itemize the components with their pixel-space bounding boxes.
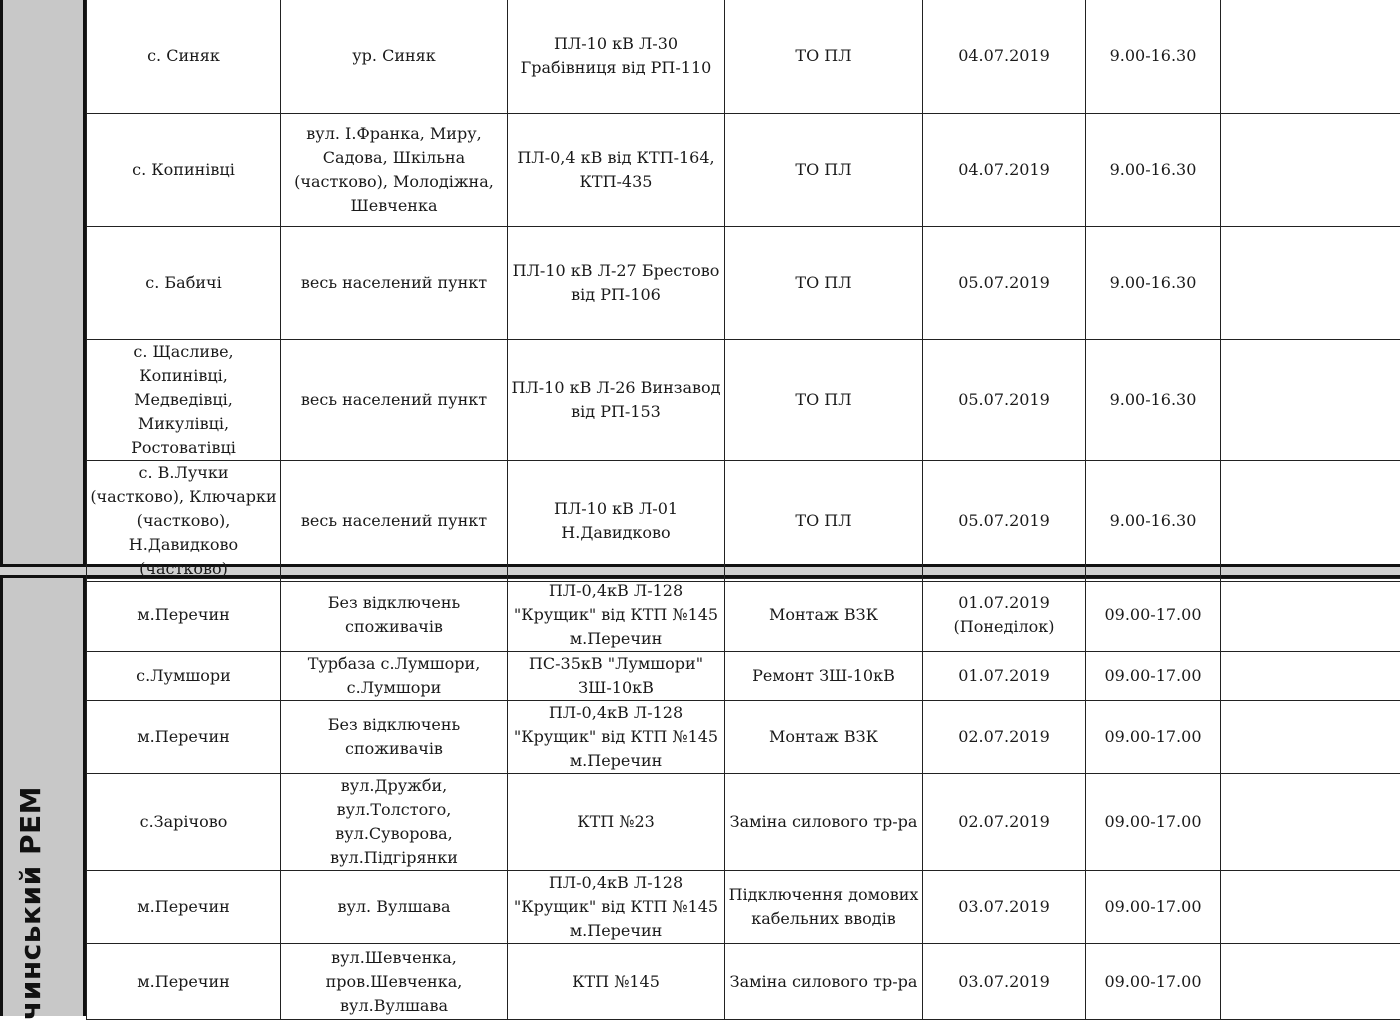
date-cell: 05.07.2019 xyxy=(923,226,1086,339)
table-row xyxy=(87,579,1400,652)
streets-cell: вул.Шевченка, пров.Шевченка, вул.Вулшава xyxy=(281,944,508,1020)
district-column-top xyxy=(0,0,86,564)
table-row xyxy=(87,944,1400,1020)
streets-cell: вул. Вулшава xyxy=(281,871,508,944)
district-label: чинський РЕМ xyxy=(14,786,47,1020)
settlement-cell: с. Синяк xyxy=(87,0,281,113)
date-cell: 05.07.2019 xyxy=(923,460,1086,581)
settlement-cell: с. В.Лучки (частково), Ключарки (частково), Н.Давидково (частково) xyxy=(87,460,281,581)
power-line-cell: ПЛ-10 кВ Л-27 Брестово від РП-106 xyxy=(508,226,725,339)
time-cell: 09.00-17.00 xyxy=(1086,652,1221,701)
time-cell: 9.00-16.30 xyxy=(1086,226,1221,339)
streets-cell: вул.Дружби, вул.Толстого, вул.Суворова, вул.Підгірянки xyxy=(281,774,508,871)
work-type-cell: Монтаж ВЗК xyxy=(725,701,923,774)
table-row xyxy=(87,701,1400,774)
work-type-cell: ТО ПЛ xyxy=(725,113,923,226)
settlement-cell: с. Копинівці xyxy=(87,113,281,226)
time-cell: 09.00-17.00 xyxy=(1086,701,1221,774)
time-cell: 09.00-17.00 xyxy=(1086,579,1221,652)
power-line-cell: ПЛ-10 кВ Л-30 Грабівниця від РП-110 xyxy=(508,0,725,113)
note-cell xyxy=(1221,460,1400,581)
schedule-table-top xyxy=(86,0,1400,582)
work-type-cell: Ремонт ЗШ-10кВ xyxy=(725,652,923,701)
settlement-cell: м.Перечин xyxy=(87,871,281,944)
table-row xyxy=(87,460,1400,581)
date-cell: 03.07.2019 xyxy=(923,944,1086,1020)
work-type-cell: ТО ПЛ xyxy=(725,339,923,460)
note-cell xyxy=(1221,579,1400,652)
power-line-cell: ПС-35кВ "Лумшори" ЗШ-10кВ xyxy=(508,652,725,701)
time-cell: 9.00-16.30 xyxy=(1086,113,1221,226)
table-row xyxy=(87,113,1400,226)
streets-cell: весь населений пункт xyxy=(281,339,508,460)
table-row xyxy=(87,871,1400,944)
settlement-cell: м.Перечин xyxy=(87,944,281,1020)
date-cell: 04.07.2019 xyxy=(923,0,1086,113)
note-cell xyxy=(1221,774,1400,871)
streets-cell: Без відключень споживачів xyxy=(281,579,508,652)
table-row xyxy=(87,339,1400,460)
note-cell xyxy=(1221,652,1400,701)
work-type-cell: ТО ПЛ xyxy=(725,226,923,339)
power-line-cell: ПЛ-0,4кВ Л-128 "Крущик" від КТП №145 м.Перечин xyxy=(508,701,725,774)
date-cell: 02.07.2019 xyxy=(923,701,1086,774)
date-cell: 04.07.2019 xyxy=(923,113,1086,226)
district-column-bottom xyxy=(0,578,86,1016)
time-cell: 9.00-16.30 xyxy=(1086,460,1221,581)
power-line-cell: ПЛ-10 кВ Л-26 Винзавод від РП-153 xyxy=(508,339,725,460)
date-cell: 01.07.2019 (Понеділок) xyxy=(923,579,1086,652)
settlement-cell: с.Зарічово xyxy=(87,774,281,871)
work-type-cell: ТО ПЛ xyxy=(725,0,923,113)
note-cell xyxy=(1221,113,1400,226)
date-cell: 05.07.2019 xyxy=(923,339,1086,460)
power-line-cell: КТП №145 xyxy=(508,944,725,1020)
date-cell: 01.07.2019 xyxy=(923,652,1086,701)
note-cell xyxy=(1221,871,1400,944)
settlement-cell: м.Перечин xyxy=(87,701,281,774)
table-row xyxy=(87,226,1400,339)
settlement-cell: с. Бабичі xyxy=(87,226,281,339)
date-cell: 02.07.2019 xyxy=(923,774,1086,871)
settlement-cell: м.Перечин xyxy=(87,579,281,652)
streets-cell: Турбаза с.Лумшори, с.Лумшори xyxy=(281,652,508,701)
date-cell: 03.07.2019 xyxy=(923,871,1086,944)
work-type-cell: Монтаж ВЗК xyxy=(725,579,923,652)
streets-cell: весь населений пункт xyxy=(281,226,508,339)
settlement-cell: с. Щасливе, Копинівці, Медведівці, Микулівці, Ростоватівці xyxy=(87,339,281,460)
note-cell xyxy=(1221,339,1400,460)
streets-cell: вул. І.Франка, Миру, Садова, Шкільна (частково), Молодіжна, Шевченка xyxy=(281,113,508,226)
schedule-table-bottom xyxy=(86,578,1400,1020)
settlement-cell: с.Лумшори xyxy=(87,652,281,701)
work-type-cell: Підключення домових кабельних вводів xyxy=(725,871,923,944)
note-cell xyxy=(1221,701,1400,774)
streets-cell: ур. Синяк xyxy=(281,0,508,113)
power-line-cell: КТП №23 xyxy=(508,774,725,871)
power-line-cell: ПЛ-0,4кВ Л-128 "Крущик" від КТП №145 м.Перечин xyxy=(508,579,725,652)
table-row xyxy=(87,652,1400,701)
time-cell: 9.00-16.30 xyxy=(1086,0,1221,113)
power-line-cell: ПЛ-0,4 кВ від КТП-164, КТП-435 xyxy=(508,113,725,226)
work-type-cell: Заміна силового тр-ра xyxy=(725,774,923,871)
work-type-cell: Заміна силового тр-ра xyxy=(725,944,923,1020)
note-cell xyxy=(1221,226,1400,339)
note-cell xyxy=(1221,0,1400,113)
power-line-cell: ПЛ-0,4кВ Л-128 "Крущик" від КТП №145 м.Перечин xyxy=(508,871,725,944)
time-cell: 09.00-17.00 xyxy=(1086,774,1221,871)
table-row xyxy=(87,774,1400,871)
time-cell: 9.00-16.30 xyxy=(1086,339,1221,460)
streets-cell: весь населений пункт xyxy=(281,460,508,581)
note-cell xyxy=(1221,944,1400,1020)
time-cell: 09.00-17.00 xyxy=(1086,871,1221,944)
work-type-cell: ТО ПЛ xyxy=(725,460,923,581)
streets-cell: Без відключень споживачів xyxy=(281,701,508,774)
power-line-cell: ПЛ-10 кВ Л-01 Н.Давидково xyxy=(508,460,725,581)
table-row xyxy=(87,0,1400,113)
time-cell: 09.00-17.00 xyxy=(1086,944,1221,1020)
